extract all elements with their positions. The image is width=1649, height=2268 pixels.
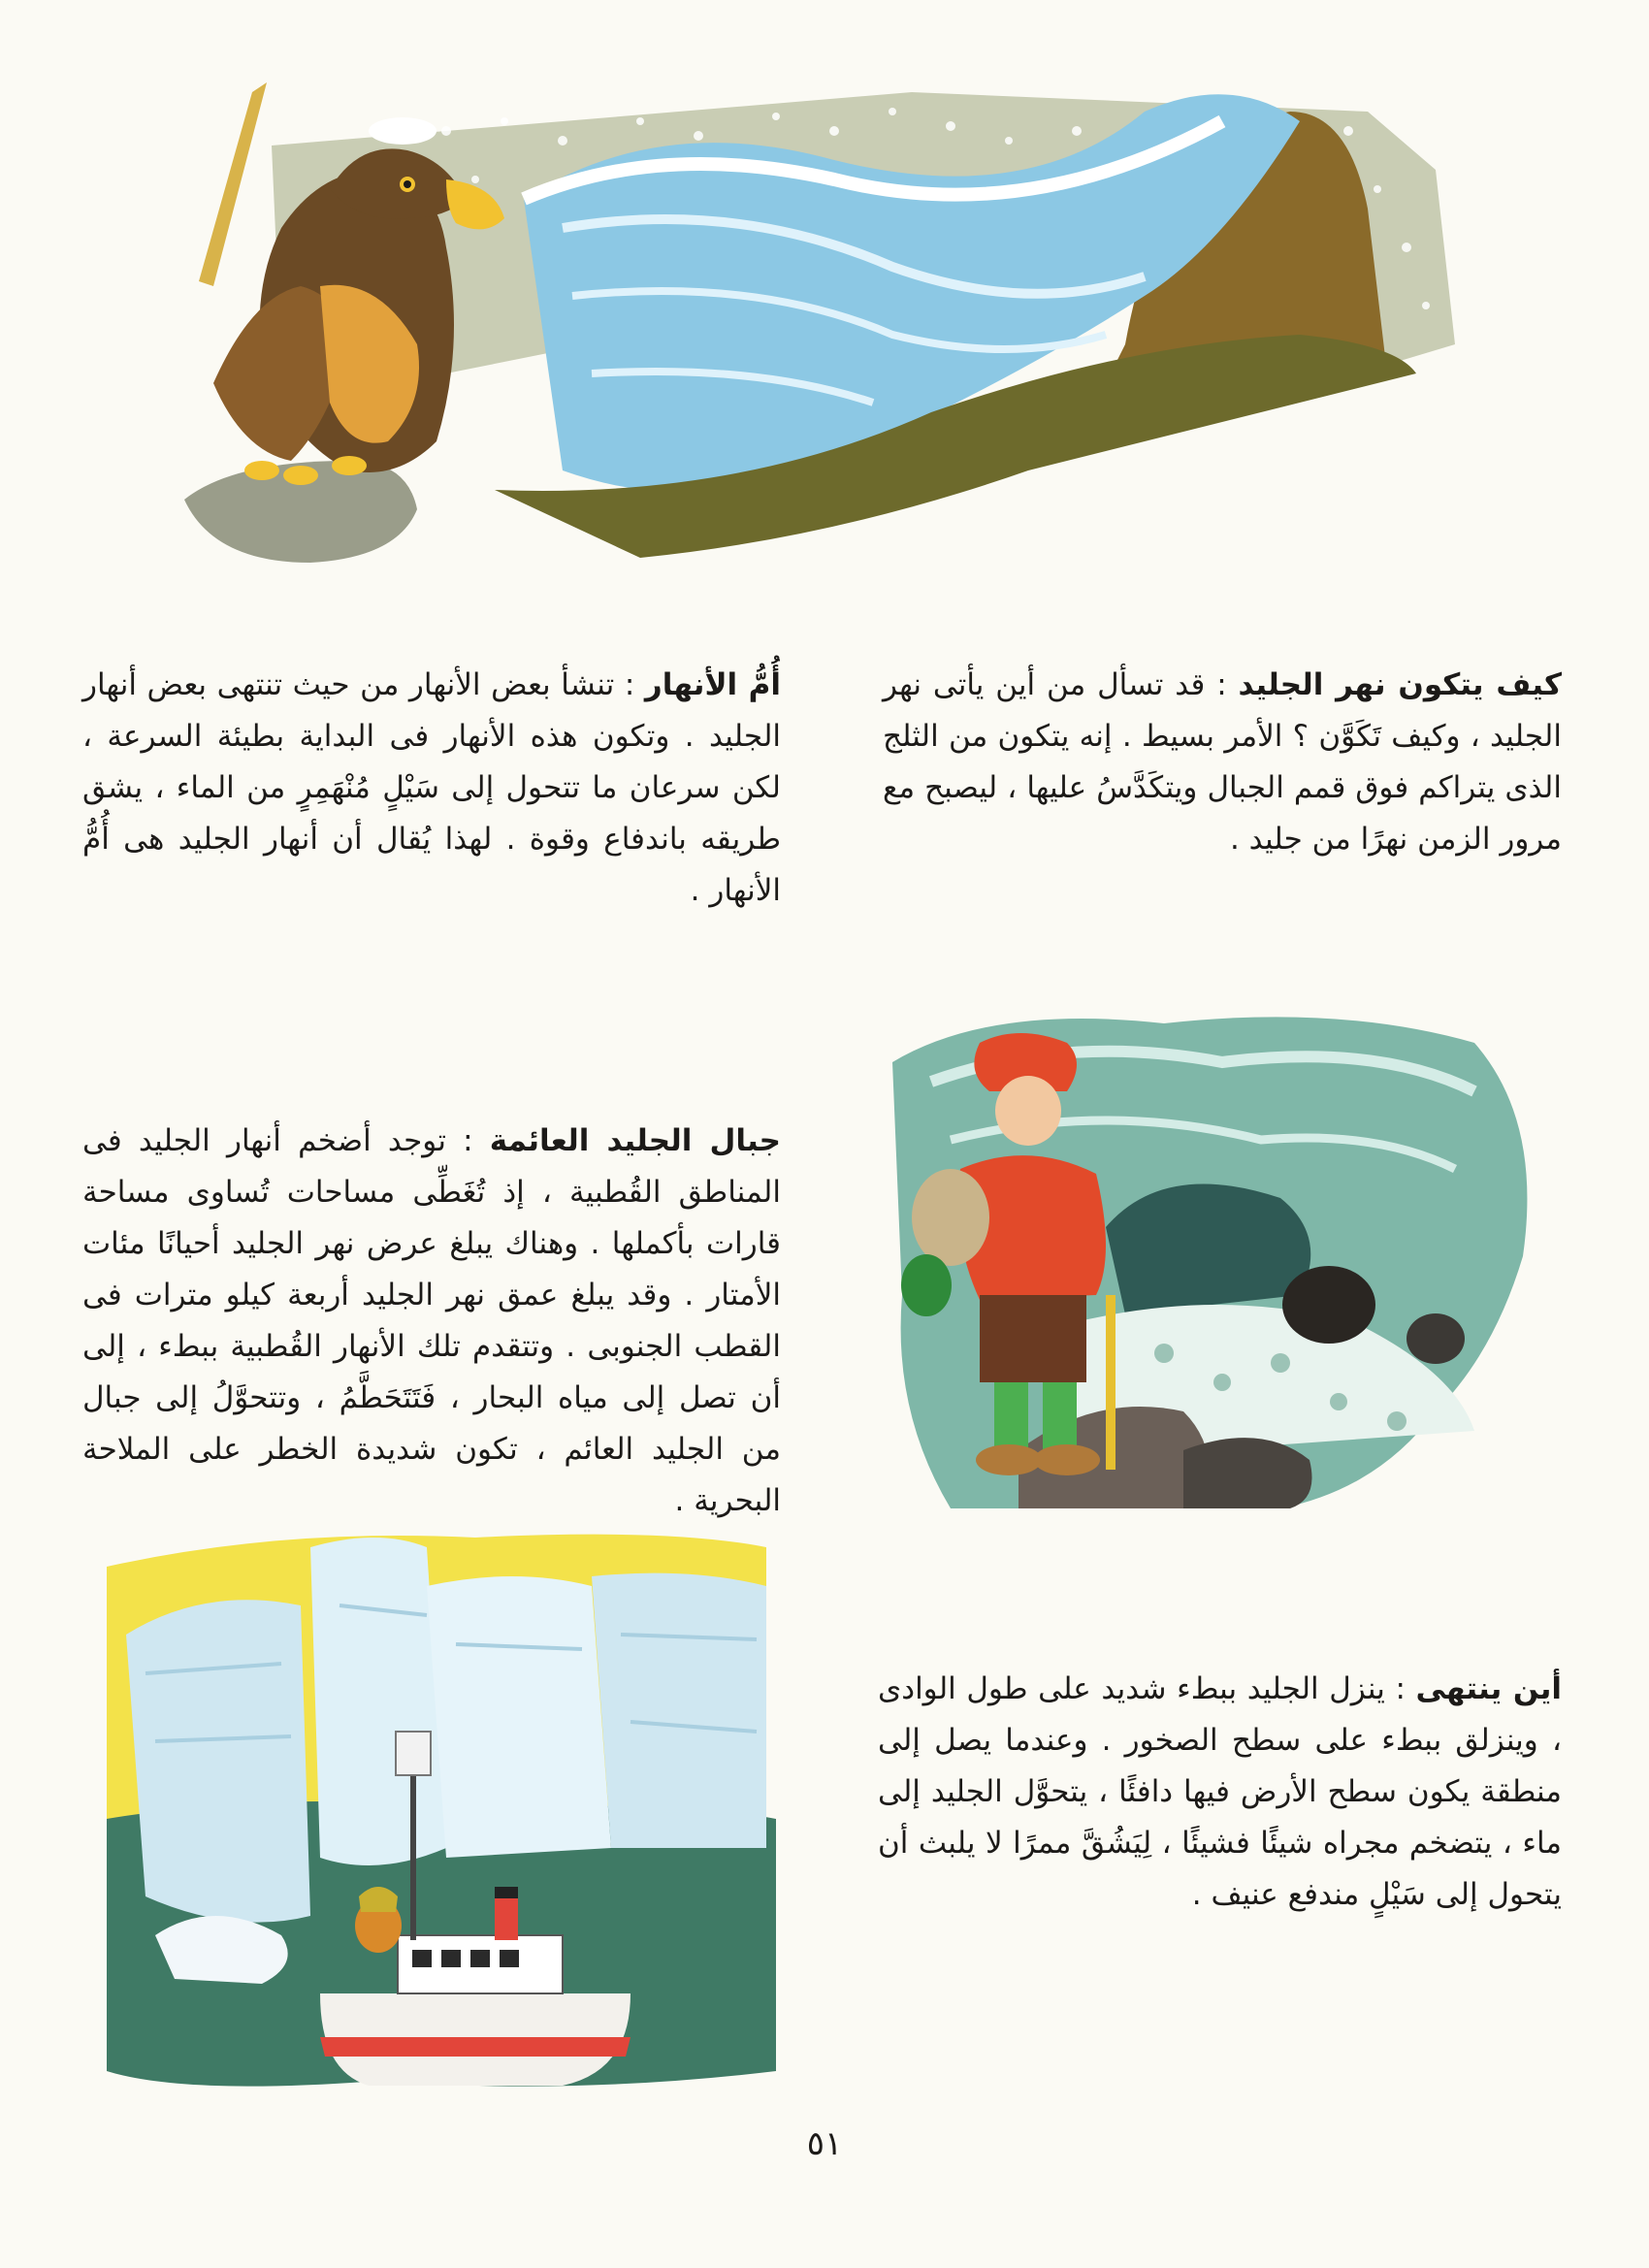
section-where-it-ends [878, 1664, 1562, 1921]
section-text: : تنشأ بعض الأنهار من حيث تنتهى بعض أنهار الجليد . وتكون هذه الأنهار فى البداية بطيئة السرعة ، لكن سرعان ما تتحول إلى سَيْلٍ مُنْهَمِرٍ من الماء ، يشق طريقه باندفاع وقوة . لهذا يُقال أن أنهار الجليد هى أُمُّ الأنهار . [82, 667, 781, 908]
eagle-glacier-illustration [155, 53, 1465, 606]
iceberg-boat-illustration [87, 1528, 786, 2095]
section-text: : قد تسأل من أين يأتى نهر الجليد ، وكيف تَكَوَّن ؟ الأمر بسيط . إنه يتكون من الثلج الذى يتراكم فوق قمم الجبال ويتكَدَّسُ عليها ، ليصبح مع مرور الزمن نهرًا من جليد . [883, 667, 1562, 857]
hiker-illustration [873, 1004, 1542, 1523]
section-glacier-formation [883, 660, 1562, 865]
page-number: ٥١ [806, 2124, 843, 2163]
section-heading: جبال الجليد العائمة [489, 1123, 781, 1158]
section-heading: أين ينتهى [1415, 1671, 1562, 1706]
section-text: : ينزل الجليد ببطء شديد على طول الوادى ، وينزلق ببطء على سطح الصخور . وعندما يصل إلى منطقة يكون سطح الأرض فيها دافئًا ، يتحوَّل الجليد إلى ماء ، يتضخم مجراه شيئًا فشيئًا ، لِيَشُقَّ ممرًا لا يلبث أن يتحول إلى سَيْلٍ مندفع عنيف . [878, 1671, 1562, 1912]
section-mother-of-rivers [82, 660, 781, 917]
section-heading: أُمُّ الأنهار [644, 667, 782, 702]
section-floating-ice-mountains [82, 1116, 781, 1527]
section-text: : توجد أضخم أنهار الجليد فى المناطق القُطبية ، إذ تُغَطِّى مساحات تُساوى مساحة قارات بأكملها . وهناك يبلغ عرض نهر الجليد أحيانًا مئات الأمتار . وقد يبلغ عمق نهر الجليد أربعة كيلو مترات فى القطب الجنوبى . وتتقدم تلك الأنهار القُطبية ببطء ، إلى أن تصل إلى مياه البحار ، فَتَتَحَطَّمُ ، وتتحوَّلُ إلى جبال من الجليد العائم ، تكون شديدة الخطر على الملاحة البحرية . [82, 1123, 781, 1518]
section-heading: كيف يتكون نهر الجليد [1238, 667, 1562, 702]
